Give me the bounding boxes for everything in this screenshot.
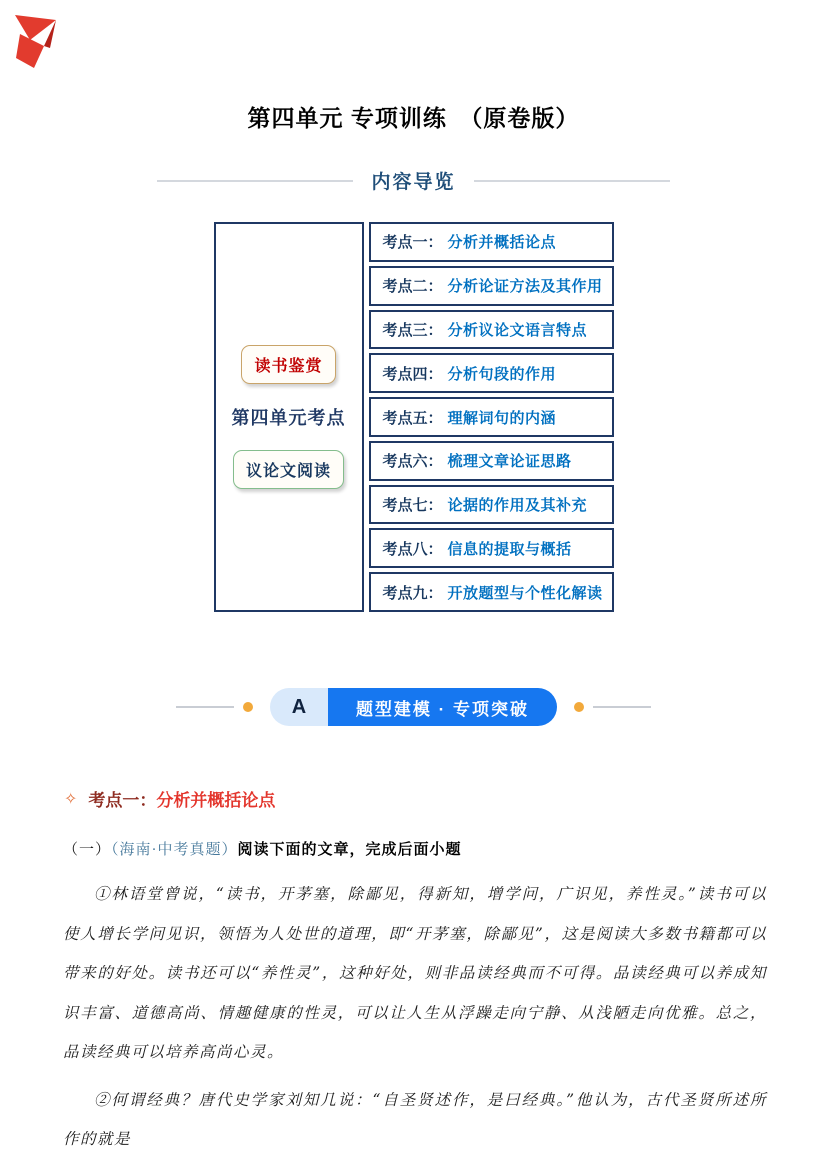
exam-point-label: 考点八：	[382, 540, 443, 558]
passage-paragraph-2: ②何谓经典？唐代史学家刘知几说：“自圣贤述作，是曰经典。”他认为，古代圣贤所述所作的就是	[63, 1090, 767, 1149]
exam-point-label: 考点三：	[382, 321, 443, 339]
exam-point-1-heading	[64, 786, 827, 811]
diagram-left-cell	[214, 222, 364, 612]
exam-point-label: 考点二：	[382, 278, 443, 296]
exam-point-label: 考点七：	[382, 497, 443, 515]
section-banner	[0, 688, 827, 726]
exam-point-1-label: 考点一：	[88, 791, 157, 810]
exam-point-text: 分析并概括论点	[447, 234, 557, 252]
exam-point-label: 考点九：	[382, 584, 443, 602]
divider-line-right	[474, 180, 670, 182]
exam-point-row	[369, 485, 614, 525]
exam-point-text: 开放题型与个性化解读	[447, 584, 603, 602]
reading-passage	[63, 875, 767, 1160]
exam-point-row	[369, 310, 614, 350]
banner-line-left	[176, 706, 234, 708]
unit-overview-diagram	[214, 222, 614, 612]
page-title: 第四单元 专项训练 （原卷版）	[247, 105, 580, 131]
exam-point-label: 考点五：	[382, 409, 443, 427]
exam-point-row	[369, 397, 614, 437]
exam-point-row	[369, 572, 614, 612]
exam-point-text: 理解词句的内涵	[447, 409, 557, 427]
exam-point-row	[369, 441, 614, 481]
banner-pill	[270, 688, 557, 726]
banner-line-right	[593, 706, 651, 708]
exercise-header	[63, 838, 827, 859]
exercise-index: （一）	[63, 842, 112, 858]
exam-point-label: 考点一：	[382, 234, 443, 252]
banner-dot-left	[243, 702, 253, 712]
exercise-instruction: 阅读下面的文章，完成后面小题	[237, 841, 462, 858]
exam-point-1-title: 分析并概括论点	[156, 791, 276, 810]
exam-point-row	[369, 222, 614, 262]
tag-reading-appreciation: 读书鉴赏	[241, 345, 335, 384]
exercise-source: （海南·中考真题）	[111, 842, 238, 858]
diagram-center-title: 第四单元考点	[231, 408, 346, 428]
banner-badge: A	[270, 688, 328, 726]
exam-point-list	[369, 222, 614, 612]
diamond-bullet-icon: ✧	[64, 790, 78, 808]
banner-dot-right	[574, 702, 584, 712]
banner-label: 题型建模 · 专项突破	[328, 688, 557, 726]
exam-point-label: 考点六：	[382, 453, 443, 471]
exam-point-text: 分析论证方法及其作用	[447, 278, 603, 296]
exam-point-text: 论据的作用及其补充	[447, 497, 588, 515]
overview-heading: 内容导览	[371, 172, 456, 193]
exam-point-text: 分析句段的作用	[447, 365, 557, 383]
exam-point-text: 分析议论文语言特点	[447, 321, 588, 339]
exam-point-row	[369, 528, 614, 568]
tag-argumentative-reading: 议论文阅读	[233, 450, 344, 489]
overview-header	[0, 167, 827, 194]
exam-point-text: 信息的提取与概括	[447, 540, 572, 558]
divider-line-left	[157, 180, 353, 182]
exam-point-row	[369, 266, 614, 306]
passage-paragraph-1: ①林语堂曾说，“读书，开茅塞，除鄙见，得新知，增学问，广识见，养性灵。”读书可以使人增长学问见识，领悟为人处世的道理，即“开茅塞，除鄙见”，这是阅读大多数书籍都可以带来的好处。读书还可以“养性灵”，这种好处，则非品读经典而不可得。品读经典可以养成知识丰富、道德高尚、情趣健康的性灵，可以让人生从浮躁走向宁静、从浅陋走向优雅。总之，品读经典可以培养高尚心灵。	[63, 885, 767, 1062]
exam-point-row	[369, 353, 614, 393]
exam-point-text: 梳理文章论证思路	[447, 453, 572, 471]
exam-point-label: 考点四：	[382, 365, 443, 383]
page-corner-fold-icon	[14, 14, 58, 70]
